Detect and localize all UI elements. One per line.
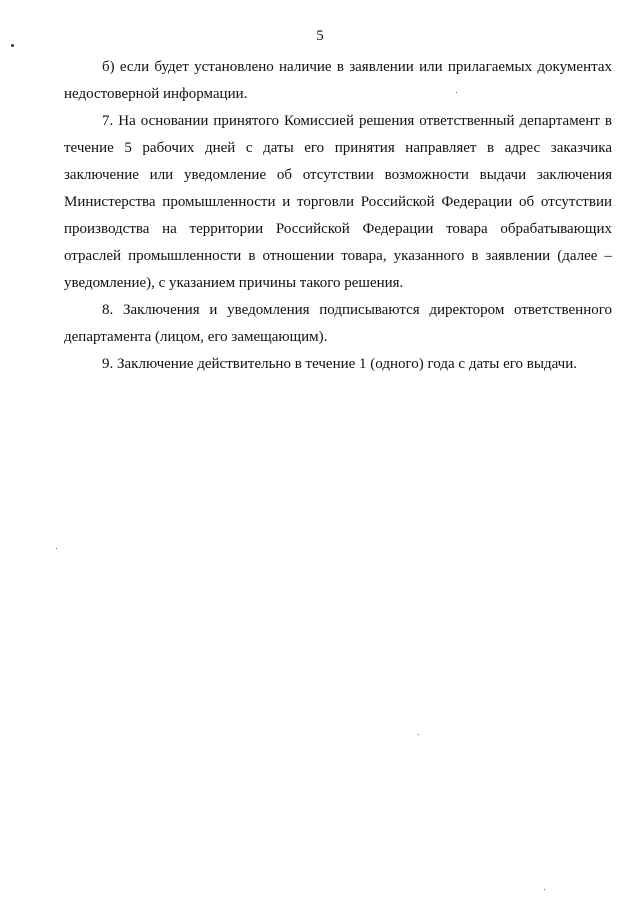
- paragraph-b: б) если будет установлено наличие в заявлении или прилагаемых документах недостоверной информации.: [64, 59, 612, 102]
- scan-speck: [56, 548, 57, 549]
- scan-speck: [456, 92, 457, 93]
- paragraph-8: 8. Заключения и уведомления подписываются директором ответственного департамента (лицом, его замещающим).: [64, 302, 612, 345]
- document-body: [64, 54, 612, 378]
- scan-speck: [418, 734, 419, 735]
- paragraph-9: 9. Заключение действительно в течение 1 (одного) года с даты его выдачи.: [102, 356, 577, 372]
- scan-speck: [544, 889, 545, 890]
- page-number: 5: [316, 28, 324, 44]
- scan-speck: [11, 44, 14, 47]
- paragraph-7: 7. На основании принятого Комиссией решения ответственный департамент в течение 5 рабочих дней с даты его принятия направляет в адрес заказчика заключение или уведомление об отсутствии возможности выдачи заключения Министерства промышленности и торговли Российской Федерации об отсутствии производства на территории Российской Федерации товара обрабатывающих отраслей промышленности в отношении товара, указанного в заявлении (далее – уведомление), с указанием причины такого решения.: [64, 113, 612, 291]
